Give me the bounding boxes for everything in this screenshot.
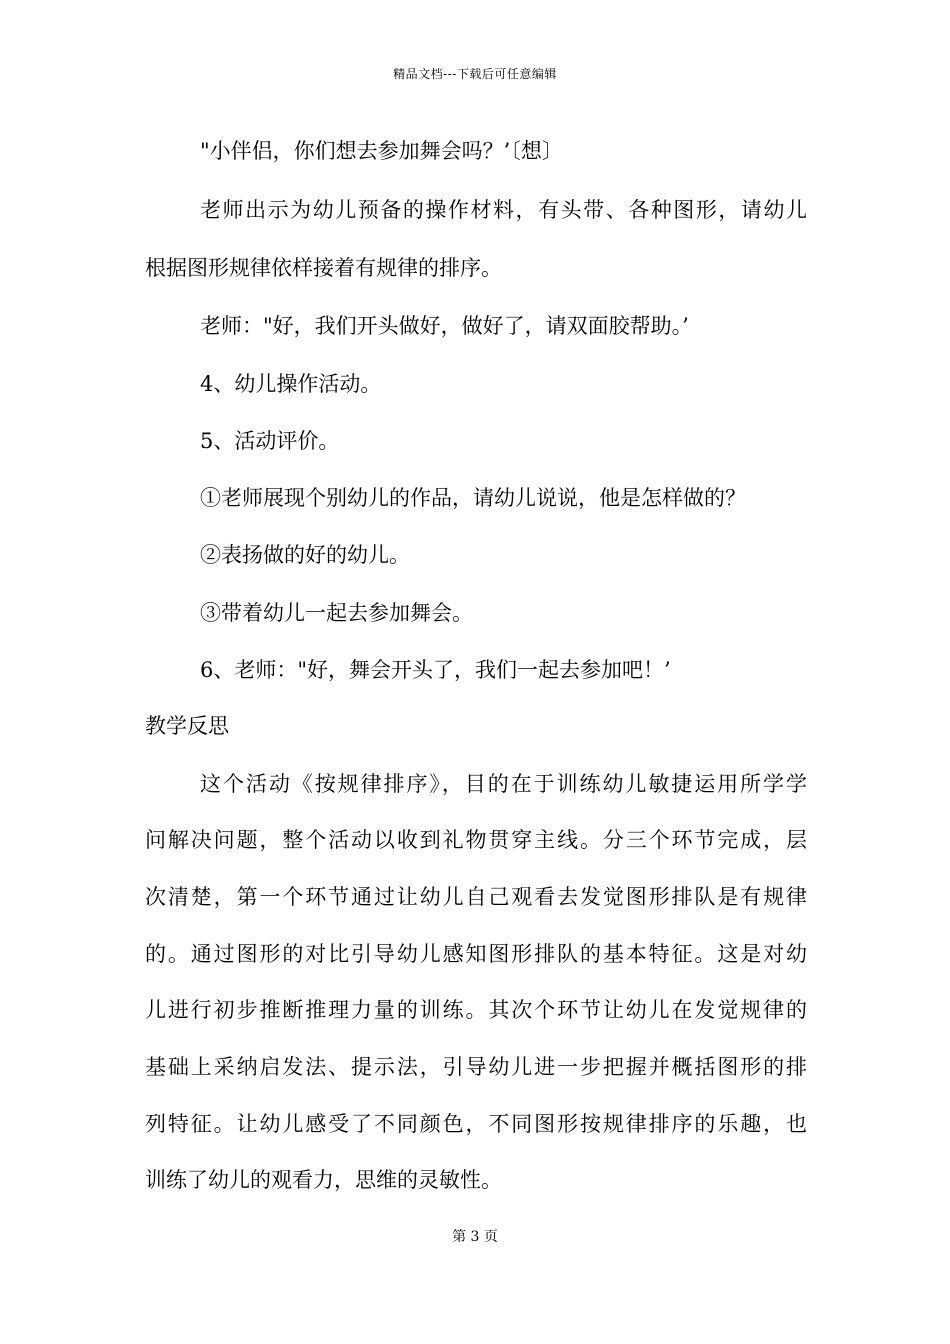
- list-item: ①老师展现个别幼儿的作品，请幼儿说说，他是怎样做的？: [200, 486, 746, 510]
- section-heading: 教学反思: [145, 714, 229, 738]
- paragraph-line: 列特征。让幼儿感受了不同颜色，不同图形按规律排序的乐趣，也: [145, 1112, 807, 1136]
- paragraph-line: 次清楚，第一个环节通过让幼儿自己观看去发觉图形排队是有规律: [145, 885, 807, 909]
- paragraph-line: 这个活动《按规律排序》，目的在于训练幼儿敏捷运用所学学: [200, 772, 807, 796]
- page-number: 第 3 页: [452, 1229, 498, 1245]
- list-item: 6、老师："好，舞会开头了，我们一起去参加吧！’: [200, 658, 671, 682]
- list-item: ③带着幼儿一起去参加舞会。: [200, 601, 473, 625]
- list-item: 4、幼儿操作活动。: [200, 372, 382, 396]
- list-item: ②表扬做的好的幼儿。: [200, 543, 410, 567]
- paragraph-line: 老师出示为幼儿预备的操作材料，有头带、各种图形，请幼儿: [200, 198, 807, 222]
- paragraph-line: 老师："好，我们开头做好，做好了，请双面胶帮助。’: [200, 314, 689, 338]
- paragraph-line: 问解决问题，整个活动以收到礼物贯穿主线。分三个环节完成，层: [145, 828, 807, 852]
- paragraph-line: 基础上采纳启发法、提示法，引导幼儿进一步把握并概括图形的排: [145, 1055, 807, 1079]
- paragraph-line: "小伴侣，你们想去参加舞会吗？’〔想〕: [200, 139, 563, 163]
- list-item: 5、活动评价。: [200, 429, 340, 453]
- page-header: 精品文档---下载后可任意编辑: [393, 67, 557, 81]
- paragraph-line: 的。通过图形的对比引导幼儿感知图形排队的基本特征。这是对幼: [145, 942, 807, 966]
- paragraph-line: 根据图形规律依样接着有规律的排序。: [145, 256, 502, 280]
- paragraph-line: 训练了幼儿的观看力，思维的灵敏性。: [145, 1168, 502, 1192]
- paragraph-line: 儿进行初步推断推理力量的训练。其次个环节让幼儿在发觉规律的: [145, 998, 807, 1022]
